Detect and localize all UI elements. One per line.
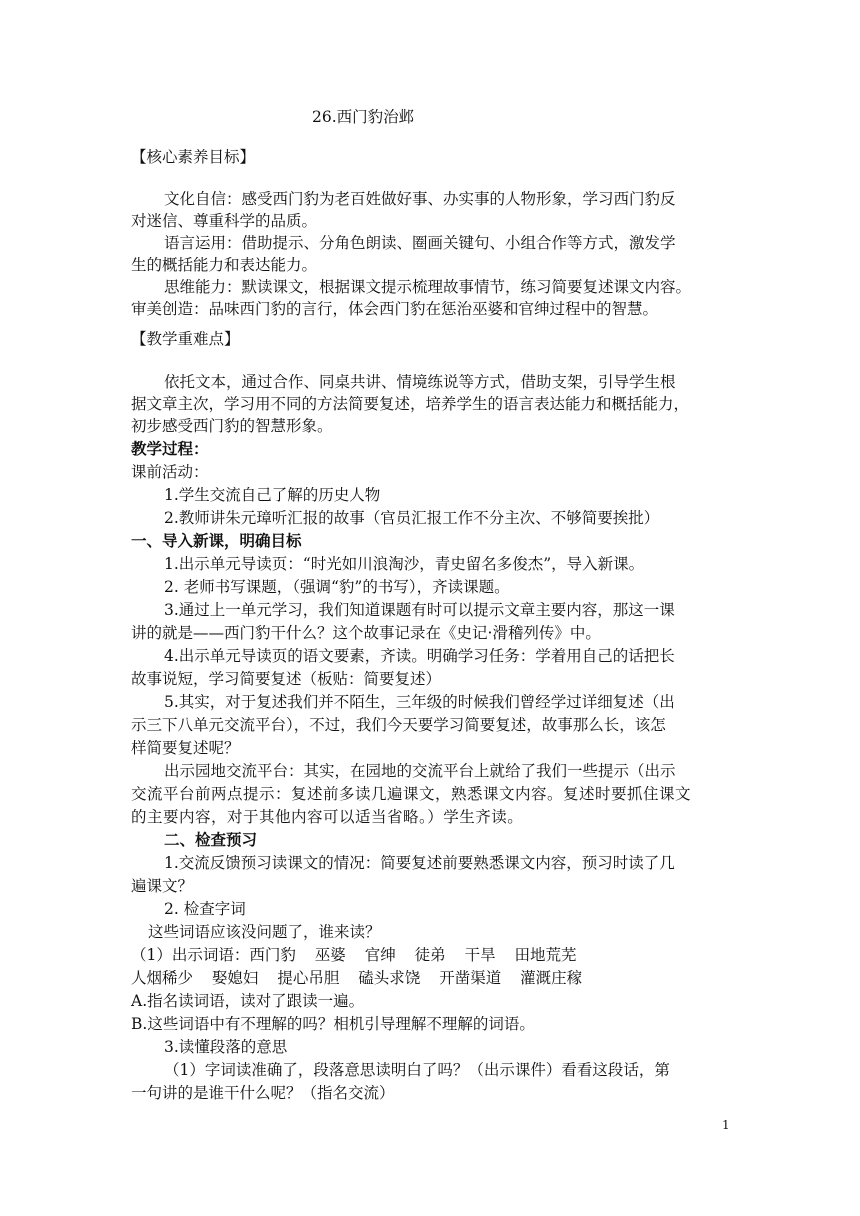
paragraph-line: 1.学生交流自己了解的历史人物: [164, 486, 381, 504]
paragraph-line: 据文章主次，学习用不同的方法简要复述，培养学生的语言表达能力和概括能力，: [131, 395, 690, 413]
vocab-line: （1）出示词语：西门豹 巫婆 官绅 徒弟 干旱 田地荒芜: [131, 946, 577, 964]
paragraph-line: 文化自信：感受西门豹为老百姓做好事、办实事的人物形象，学习西门豹反: [164, 190, 676, 208]
paragraph-line: （1）字词读准确了，段落意思读明白了吗？（出示课件）看看这段话，第: [164, 1061, 670, 1079]
paragraph-line: 5.其实，对于复述我们并不陌生，三年级的时候我们曾经学过详细复述（出: [164, 693, 675, 711]
paragraph-line: 2. 检查字词: [164, 900, 246, 918]
paragraph-line: 1.出示单元导读页：“时光如川浪淘沙，青史留名多俊杰”，导入新课。: [164, 555, 645, 573]
core-goals-heading: 【核心素养目标】: [131, 148, 256, 166]
paragraph-line: 出示园地交流平台：其实，在园地的交流平台上就给了我们一些提示（出示: [164, 762, 676, 780]
page-number: 1: [722, 1118, 730, 1132]
paragraph-line: 3.通过上一单元学习，我们知道课题有时可以提示文章主要内容，那这一课: [164, 601, 675, 619]
paragraph-line: 样简要复述呢？: [131, 739, 240, 757]
paragraph-line: 思维能力：默读课文，根据课文提示梳理故事情节，练习简要复述课文内容。: [164, 278, 692, 296]
paragraph-line: 生的概括能力和表达能力。: [131, 256, 318, 274]
paragraph-line: 1.交流反馈预习读课文的情况：简要复述前要熟悉课文内容，预习时读了几: [164, 854, 675, 872]
key-points-heading: 【教学重难点】: [131, 330, 240, 348]
paragraph-line: 4.出示单元导读页的语文要素，齐读。明确学习任务：学着用自己的话把长: [164, 647, 675, 665]
pre-class-label: 课前活动：: [131, 463, 209, 481]
paragraph-line: 2.教师讲朱元璋听汇报的故事（官员汇报工作不分主次、不够简要挨批）: [164, 509, 660, 527]
paragraph-line: 初步感受西门豹的智慧形象。: [131, 417, 333, 435]
process-heading: 教学过程：: [131, 439, 209, 458]
paragraph-line: A.指名读词语，读对了跟读一遍。: [131, 992, 365, 1010]
part2-heading: 二、检查预习: [164, 830, 258, 849]
paragraph-line: 对迷信、尊重科学的品质。: [131, 212, 318, 230]
paragraph-line: 一句讲的是谁干什么呢？（指名交流）: [131, 1084, 395, 1102]
paragraph-line: 审美创造：品味西门豹的言行，体会西门豹在惩治巫婆和官绅过程中的智慧。: [131, 300, 659, 318]
doc-title: 26.西门豹治邺: [312, 108, 415, 126]
paragraph-line: 3.读懂段落的意思: [164, 1038, 288, 1056]
paragraph-line: 依托文本，通过合作、同桌共讲、情境练说等方式，借助支架，引导学生根: [164, 373, 676, 391]
paragraph-line: B.这些词语中有不理解的吗？相机引导理解不理解的词语。: [131, 1015, 535, 1033]
paragraph-line: 语言运用：借助提示、分角色朗读、圈画关键句、小组合作等方式，激发学: [164, 234, 676, 252]
vocab-line: 人烟稀少 娶媳妇 提心吊胆 磕头求饶 开凿渠道 灌溉庄稼: [131, 969, 583, 987]
paragraph-line: 交流平台前两点提示：复述前多读几遍课文，熟悉课文内容。复述时要抓住课文: [131, 785, 692, 803]
paragraph-line: 2. 老师书写课题，（强调“豹”的书写），齐读课题。: [164, 578, 510, 596]
paragraph-line: 的主要内容，对于其他内容可以适当省略。）学生齐读。: [131, 808, 524, 826]
paragraph-line: 讲的就是——西门豹干什么？这个故事记录在《史记·滑稽列传》中。: [131, 624, 601, 642]
part1-heading: 一、导入新课，明确目标: [131, 531, 302, 550]
paragraph-line: 遍课文？: [131, 877, 194, 895]
paragraph-line: 这些词语应该没问题了，谁来读？: [148, 923, 381, 941]
paragraph-line: 故事说短，学习简要复述（板贴：简要复述）: [131, 670, 442, 688]
paragraph-line: 示三下八单元交流平台），不过，我们今天要学习简要复述，故事那么长，该怎: [131, 716, 666, 734]
